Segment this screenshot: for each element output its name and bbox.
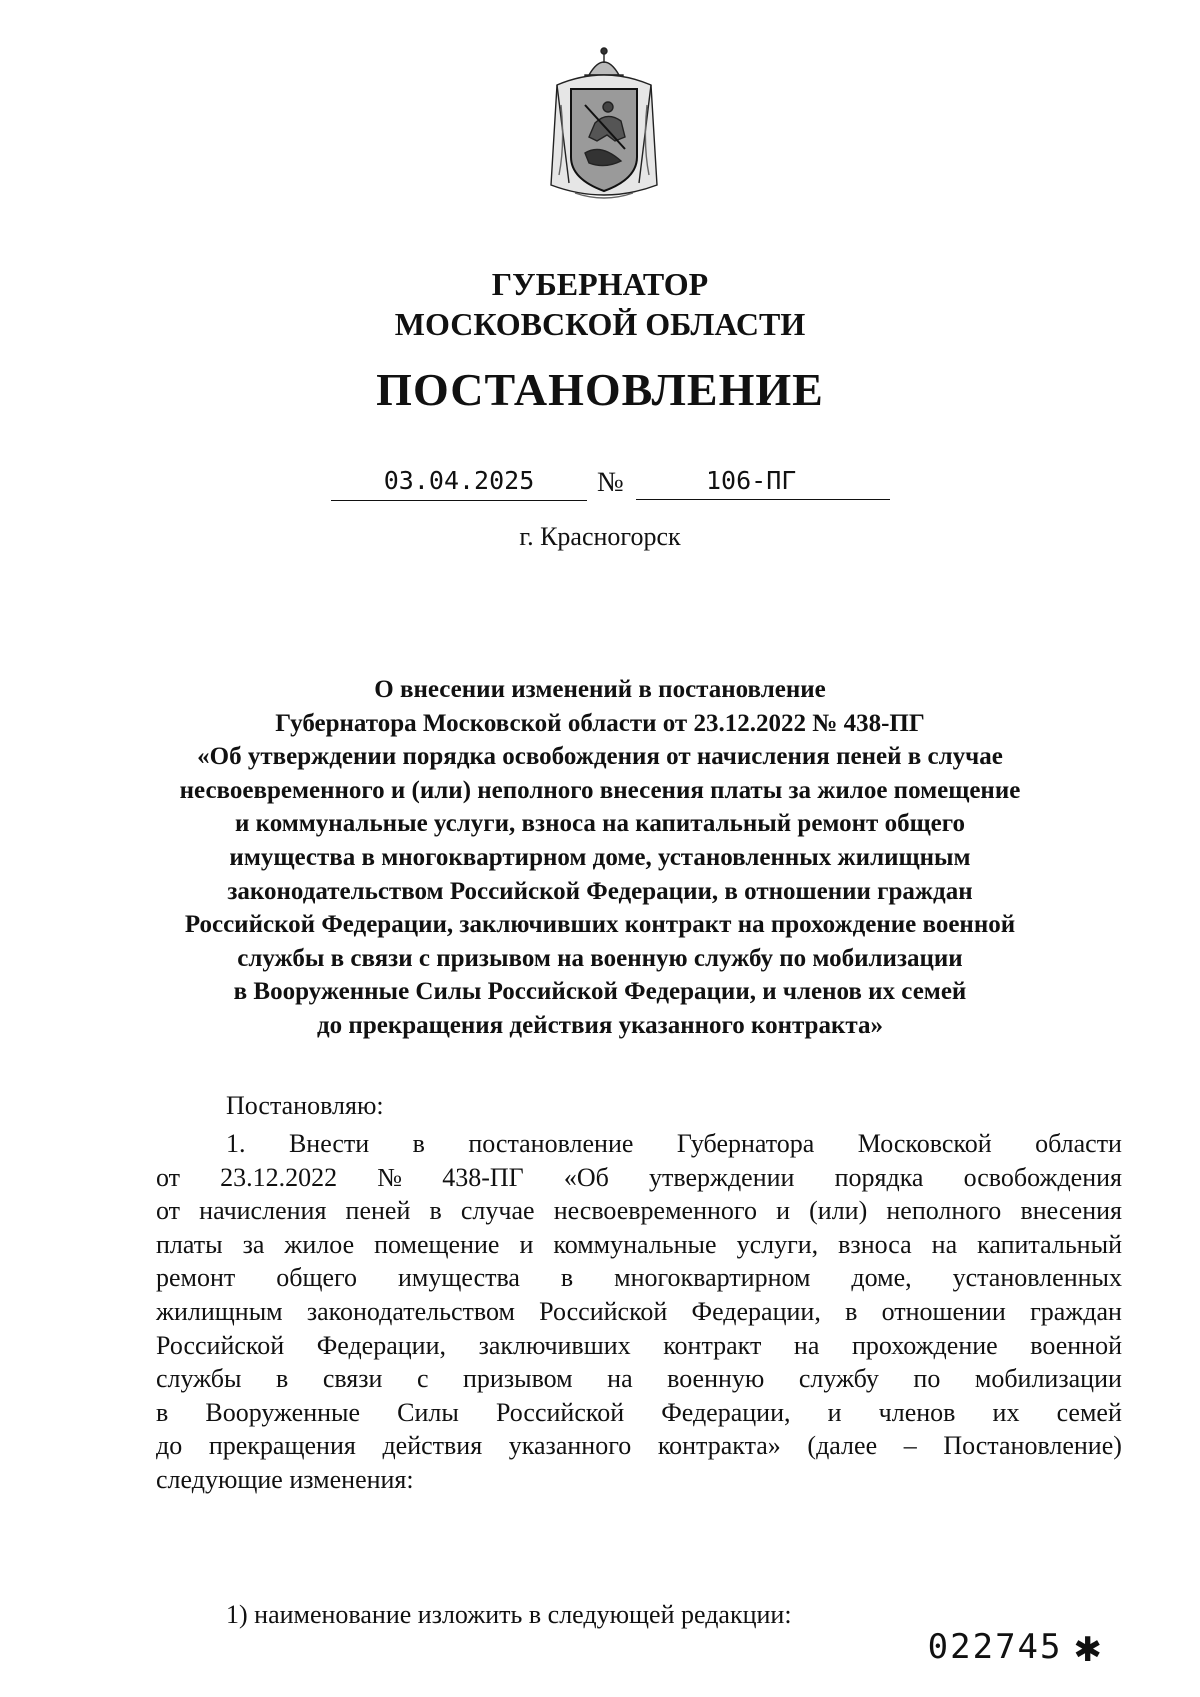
coat-of-arms-icon (545, 45, 663, 203)
title-line: Российской Федерации, заключивших контракт на прохождение военной (184, 911, 1016, 939)
paragraph-line: до прекращения действия указанного контракта» (далее – Постановление) (156, 1431, 1122, 1461)
title-line: в Вооруженные Силы Российской Федерации, и членов их семей (233, 978, 967, 1006)
paragraph-line: от начисления пеней в случае несвоевременного и (или) неполного внесения (156, 1196, 1122, 1226)
title-line: законодательством Российской Федерации, в отношении граждан (227, 877, 973, 905)
document-date: 03.04.2025 (331, 466, 587, 501)
title-line: несвоевременного и (или) неполного внесения платы за жилое помещение (179, 776, 1021, 804)
title-line: до прекращения действия указанного контракта» (317, 1011, 883, 1039)
title-line: и коммунальные услуги, взноса на капитальный ремонт общего (234, 810, 966, 838)
serial-number-value: 022745 (927, 1627, 1063, 1667)
document-type: ПОСТАНОВЛЕНИЕ (376, 364, 824, 415)
paragraph-line: 1. Внести в постановление Губернатора Московской области (226, 1129, 1122, 1158)
paragraph-1 (156, 1127, 1122, 1497)
paragraph-line: от 23.12.2022 № 438-ПГ «Об утверждении порядка освобождения (156, 1162, 1122, 1192)
authority-region: МОСКОВСКОЙ ОБЛАСТИ (394, 306, 806, 342)
paragraph-line: Российской Федерации, заключивших контракт на прохождение военной (156, 1330, 1122, 1360)
paragraph-line: ремонт общего имущества в многоквартирном доме, установленных (156, 1263, 1122, 1293)
serial-number (927, 1621, 1103, 1672)
document-title (150, 673, 1050, 1043)
asterisk-mark-icon: ✱ (1074, 1621, 1103, 1672)
title-line: имущества в многоквартирном доме, установленных жилищным (229, 843, 971, 871)
title-line: «Об утверждении порядка освобождения от начисления пеней в случае (197, 743, 1003, 771)
title-line: службы в связи с призывом на военную службу по мобилизации (237, 944, 963, 972)
number-sign: № (597, 467, 624, 498)
decree-word: Постановляю: (226, 1091, 384, 1120)
document-number: 106-ПГ (636, 466, 890, 500)
paragraph-line: службы в связи с призывом на военную службу по мобилизации (156, 1364, 1122, 1394)
authority-title: ГУБЕРНАТОР (491, 266, 709, 302)
item-1: 1) наименование изложить в следующей редакции: (226, 1600, 792, 1629)
paragraph-line: в Вооруженные Силы Российской Федерации, и членов их семей (156, 1397, 1122, 1427)
paragraph-line: платы за жилое помещение и коммунальные услуги, взноса на капитальный (156, 1229, 1122, 1259)
title-line: Губернатора Московской области от 23.12.2022 № 438-ПГ (275, 709, 925, 737)
issue-city: г. Красногорск (519, 522, 681, 551)
paragraph-line: следующие изменения: (156, 1464, 414, 1494)
title-line: О внесении изменений в постановление (374, 676, 826, 703)
paragraph-line: жилищным законодательством Российской Федерации, в отношении граждан (156, 1296, 1122, 1326)
